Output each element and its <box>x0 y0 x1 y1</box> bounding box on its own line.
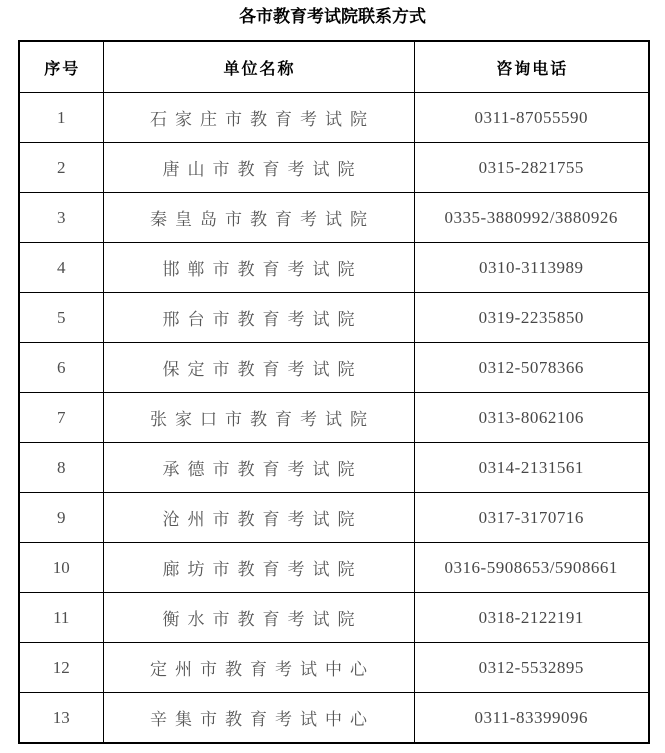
table-row <box>19 643 649 693</box>
index-cell: 8 <box>19 443 103 493</box>
index-cell: 6 <box>19 343 103 393</box>
index-cell: 13 <box>19 693 103 744</box>
phone-cell: 0310-3113989 <box>414 243 649 293</box>
phone-cell: 0315-2821755 <box>414 143 649 193</box>
index-cell: 3 <box>19 193 103 243</box>
table-row <box>19 243 649 293</box>
unit-name-cell: 石家庄市教育考试院 <box>103 93 414 143</box>
table-row <box>19 293 649 343</box>
header-row <box>19 41 649 93</box>
table-row <box>19 693 649 744</box>
table-row <box>19 593 649 643</box>
phone-cell: 0312-5078366 <box>414 343 649 393</box>
phone-cell: 0311-83399096 <box>414 693 649 744</box>
header-cell-index: 序号 <box>19 41 103 93</box>
index-cell: 4 <box>19 243 103 293</box>
table-row <box>19 543 649 593</box>
phone-cell: 0319-2235850 <box>414 293 649 343</box>
unit-name-cell: 秦皇岛市教育考试院 <box>103 193 414 243</box>
page-title: 各市教育考试院联系方式 <box>239 7 426 26</box>
table-row <box>19 93 649 143</box>
index-cell: 10 <box>19 543 103 593</box>
table-row <box>19 343 649 393</box>
index-cell: 7 <box>19 393 103 443</box>
table-row <box>19 393 649 443</box>
unit-name-cell: 承德市教育考试院 <box>103 443 414 493</box>
table-row <box>19 493 649 543</box>
phone-cell: 0317-3170716 <box>414 493 649 543</box>
phone-cell: 0313-8062106 <box>414 393 649 443</box>
table-row <box>19 193 649 243</box>
unit-name-cell: 邯郸市教育考试院 <box>103 243 414 293</box>
phone-cell: 0335-3880992/3880926 <box>414 193 649 243</box>
unit-name-cell: 沧州市教育考试院 <box>103 493 414 543</box>
unit-name-cell: 邢台市教育考试院 <box>103 293 414 343</box>
unit-name-cell: 张家口市教育考试院 <box>103 393 414 443</box>
index-cell: 9 <box>19 493 103 543</box>
unit-name-cell: 定州市教育考试中心 <box>103 643 414 693</box>
unit-name-cell: 廊坊市教育考试院 <box>103 543 414 593</box>
index-cell: 2 <box>19 143 103 193</box>
phone-cell: 0318-2122191 <box>414 593 649 643</box>
unit-name-cell: 衡水市教育考试院 <box>103 593 414 643</box>
contact-table <box>18 40 650 744</box>
header-cell-unit-name: 单位名称 <box>103 41 414 93</box>
phone-cell: 0314-2131561 <box>414 443 649 493</box>
header-cell-phone: 咨询电话 <box>414 41 649 93</box>
table-row <box>19 143 649 193</box>
table-row <box>19 443 649 493</box>
index-cell: 5 <box>19 293 103 343</box>
phone-cell: 0311-87055590 <box>414 93 649 143</box>
unit-name-cell: 辛集市教育考试中心 <box>103 693 414 744</box>
index-cell: 1 <box>19 93 103 143</box>
unit-name-cell: 保定市教育考试院 <box>103 343 414 393</box>
phone-cell: 0312-5532895 <box>414 643 649 693</box>
unit-name-cell: 唐山市教育考试院 <box>103 143 414 193</box>
index-cell: 12 <box>19 643 103 693</box>
phone-cell: 0316-5908653/5908661 <box>414 543 649 593</box>
index-cell: 11 <box>19 593 103 643</box>
